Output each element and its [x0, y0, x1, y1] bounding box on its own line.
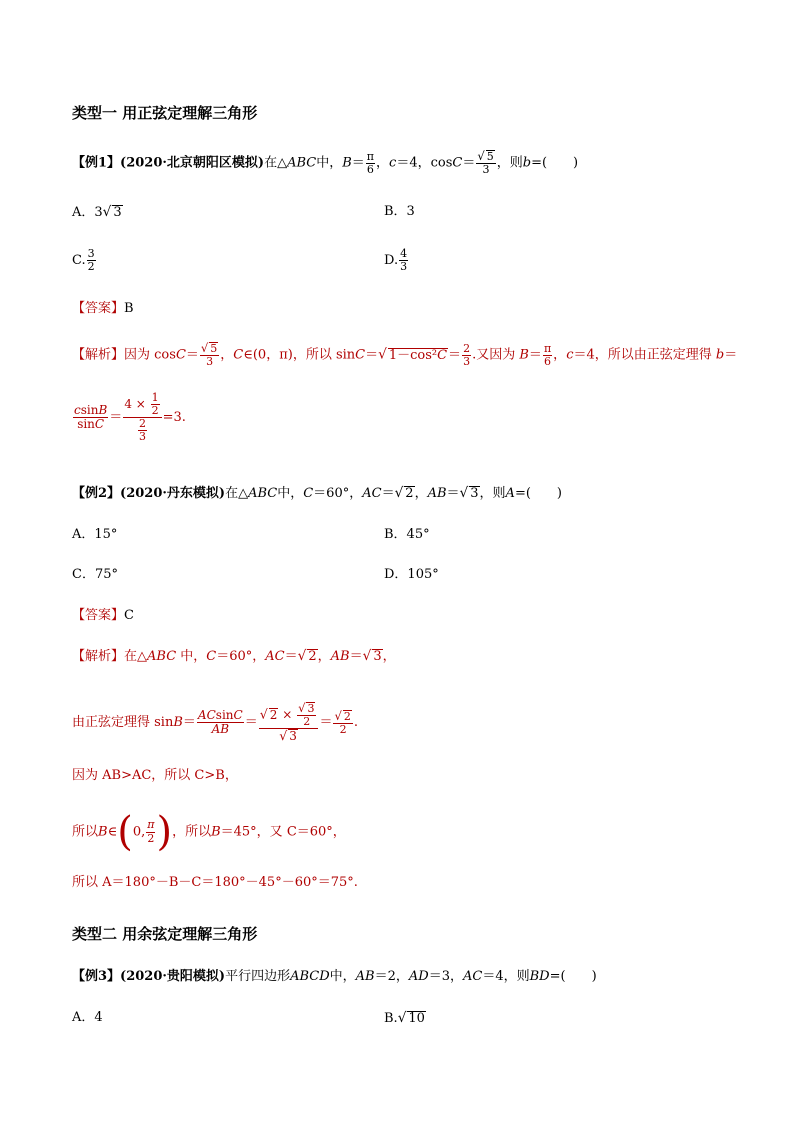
example-1-option-a: A．3√ 3 [72, 204, 122, 220]
example-2-stem: 【例2】(2020·丹东模拟)在△ABC中，C＝60°，AC＝√ 2，AB＝√ 3，则A=( ) [72, 485, 562, 501]
example-2-analysis-line1: 【解析】在△ABC 中，C＝60°，AC＝√ 2，AB＝√ 3， [72, 648, 396, 664]
example-3-stem: 【例3】(2020·贵阳模拟)平行四边形ABCD中，AB＝2，AD＝3，AC＝4，则BD=( ) [72, 969, 597, 984]
example-2-analysis-line5: 所以 A＝180°－B－C＝180°－45°－60°＝75°. [72, 875, 358, 890]
example-2-analysis-line2: 由正弦定理得 sinB＝ $\frac{ACsinC}{AB}$ ＝ √ 2 × $\frac{√ 3}{2}$ √ 3 ＝ $\frac{√ 2}{2}$ . [72, 701, 358, 744]
example-3-source: (2020·贵阳模拟) [120, 969, 226, 984]
example-1-option-c: C. $\frac{3}{2}$ [72, 247, 95, 274]
example-1-option-d: D. $\frac{4}{3}$ [384, 247, 408, 274]
example-2-analysis-line3: 因为 AB>AC，所以 C>B， [72, 768, 238, 783]
example-3-option-b: B.√ 10 [384, 1010, 425, 1026]
example-1-source: (2020·北京朝阳区模拟) [120, 155, 265, 171]
example-2-option-b: B．45° [384, 527, 430, 542]
example-2-option-d: D．105° [384, 567, 439, 582]
example-2-option-a: A．15° [72, 527, 118, 542]
example-1-option-b: B．3 [384, 204, 415, 219]
section-title-1: 类型一 用正弦定理解三角形 [72, 104, 258, 122]
example-1-analysis-line1: 【解析】因为 cosC＝ $\frac{√ 5}{3}$ ，C∈(0，π)，所以 sinC＝√ 1－cos²C＝ $\frac{2}{3}$ .又因为 B＝ $\frac{\pi}{6}$ ，c＝4，所以由正弦定理得 b＝ [72, 341, 738, 369]
example-2-source: (2020·丹东模拟) [120, 486, 226, 501]
example-1-stem: 【例1】(2020·北京朝阳区模拟)在△ABC中，B＝ $\frac{\pi}{6}$ ，c＝4，cosC＝ $\frac{√ 5}{3}$ ，则b=( ) [72, 149, 579, 177]
example-2-analysis-line4: 所以B∈(0, $\frac{\pi}{2}$ )，所以B＝45°，又 C＝60°， [72, 809, 346, 855]
example-1-answer: 【答案】B [72, 301, 134, 316]
example-1-analysis-line2: $\frac{csinB}{\sin C}$ ＝ 4 × $\frac{1}{2}$ $\frac{2}{3}$ =3. [74, 391, 186, 444]
example-1-tag: 【例1】 [72, 155, 121, 171]
example-3-option-a: A．4 [72, 1010, 103, 1025]
section-title-2: 类型二 用余弦定理解三角形 [72, 925, 258, 943]
example-2-answer: 【答案】C [72, 608, 134, 623]
example-3-tag: 【例3】 [72, 969, 121, 984]
example-2-tag: 【例2】 [72, 486, 121, 501]
example-2-option-c: C．75° [72, 567, 118, 582]
